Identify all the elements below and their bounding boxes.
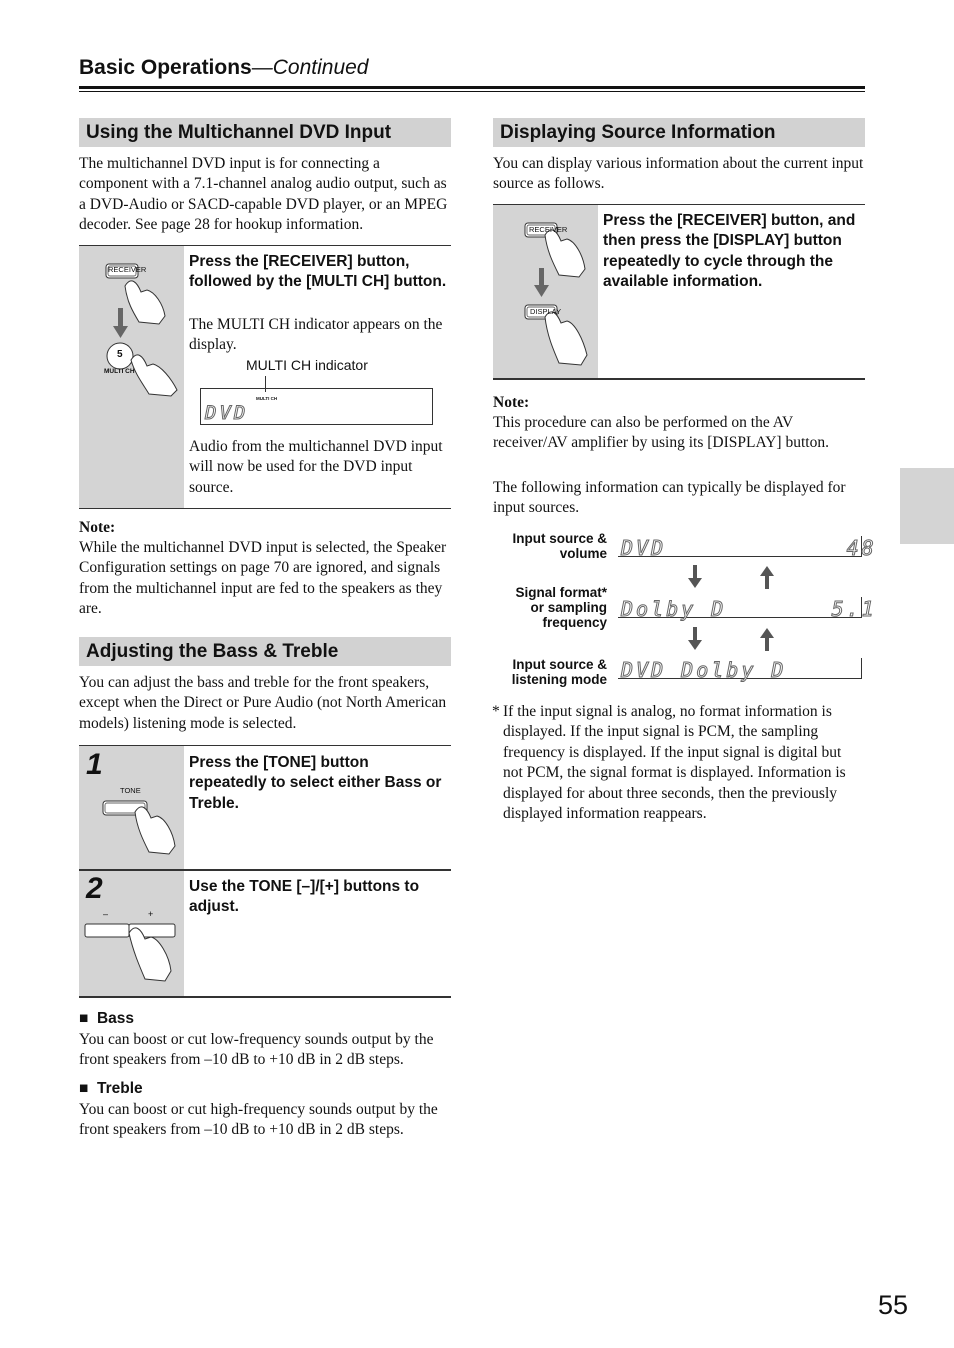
lcd-multich-indicator: MULTI CH: [256, 396, 278, 401]
row2-label-line2: or sampling: [530, 600, 607, 615]
step1-number: 1: [86, 748, 103, 781]
divider: [79, 508, 451, 509]
divider: [493, 378, 865, 380]
plus-label: +: [148, 909, 154, 919]
row2-label-line3: frequency: [542, 615, 607, 630]
row1-lcd-text: DVD 48: [621, 536, 877, 560]
row1-label-line2: volume: [559, 546, 607, 561]
header-rule: [79, 86, 865, 89]
bass-title: Bass: [96, 1010, 135, 1027]
section-title-multich: Using the Multichannel DVD Input: [79, 118, 451, 147]
footnote-text: If the input signal is analog, no format information is displayed. If the input signal is PCM, the sampling frequency is displayed. If the input signal is digital but not PCM, the signal format is displayed. Information is displayed for about three seconds, then the previously displayed information reappears.: [503, 703, 846, 823]
tone-label: TONE: [120, 786, 141, 795]
multich-button-label: MULTI CH: [104, 368, 135, 375]
multich-step-instruction: Press the [RECEIVER] button, followed by the [MULTI CH] button.: [189, 253, 447, 291]
row2-label-line1: Signal format*: [515, 585, 607, 600]
source-info-following: The following information can typically be displayed for input sources.: [493, 479, 846, 517]
treble-heading: ■ Treble: [79, 1080, 143, 1097]
row3-label-line1: Input source &: [512, 657, 607, 672]
treble-title: Treble: [96, 1080, 143, 1097]
multich-after-text: Audio from the multichannel DVD input will now be used for the DVD input source.: [189, 438, 443, 496]
step1-instruction: Press the [TONE] button repeatedly to select either Bass or Treble.: [189, 754, 442, 812]
header-continued: —Continued: [251, 56, 369, 79]
button-5-label: 5: [117, 349, 123, 360]
footnote-mark: *: [492, 703, 500, 720]
row3-label: [493, 657, 607, 687]
source-info-note-text: This procedure can also be performed on the AV receiver/AV amplifier by using its [DISPLAY] button.: [493, 414, 829, 452]
side-tab: [900, 468, 954, 544]
down-arrow-icon: [688, 578, 702, 588]
row1-label: [493, 531, 607, 561]
receiver-button-label: RECEIVER: [108, 265, 147, 274]
source-info-intro: You can display various information about the current input source as follows.: [493, 155, 864, 193]
step2-number: 2: [86, 872, 103, 905]
bass-heading: ■ Bass: [79, 1010, 135, 1027]
row2-lcd-text: Dolby D 5.1: [621, 597, 877, 621]
header-title: Basic Operations: [79, 56, 252, 79]
up-arrow-shaft: [765, 575, 769, 589]
row3-lcd-text: DVD Dolby D: [621, 658, 787, 682]
minus-label: –: [103, 909, 109, 919]
row3-label-line2: listening mode: [511, 672, 607, 687]
divider: [79, 996, 451, 998]
bass-treble-intro: You can adjust the bass and treble for the front speakers, except when the Direct or Pure Audio (not North American models) listening mode is selected.: [79, 674, 447, 732]
receiver-multich-illustration: [79, 246, 184, 508]
down-arrow-shaft: [693, 627, 697, 641]
multich-note-text: While the multichannel DVD input is selected, the Speaker Configuration settings on page 70 are ignored, and signals from the multichannel input are fed to the speakers as they are.: [79, 539, 447, 618]
display-button-label: DISPLAY: [530, 307, 562, 316]
row2-label: [493, 585, 607, 630]
down-arrow-icon: [688, 640, 702, 650]
section-title-source-info: Displaying Source Information: [493, 118, 865, 147]
row3-lcd: [618, 658, 862, 682]
receiver-button-label-2: RECEIVER: [529, 225, 568, 234]
illustration-panel: [79, 246, 184, 508]
page-header: [79, 56, 368, 80]
lcd-display: [200, 388, 433, 425]
row1-lcd: [618, 536, 877, 560]
source-info-step-instruction: Press the [RECEIVER] button, and then press the [DISPLAY] button repeatedly to cycle through the available information.: [603, 212, 856, 291]
source-info-note-title: Note:: [493, 394, 530, 411]
lcd-text: DVD: [205, 402, 249, 424]
treble-text: You can boost or cut high-frequency sounds output by the front speakers from –10 dB to +10 dB in 2 dB steps.: [79, 1101, 438, 1139]
row1-label-line1: Input source &: [512, 531, 607, 546]
step2-instruction: Use the TONE [–]/[+] buttons to adjust.: [189, 878, 420, 916]
multich-step-text: The MULTI CH indicator appears on the display.: [189, 316, 443, 354]
page-number: 55: [878, 1290, 909, 1320]
row2-lcd: [618, 597, 877, 621]
multich-note-title: Note:: [79, 519, 116, 536]
section-title-bass-treble: Adjusting the Bass & Treble: [79, 637, 451, 666]
down-arrow-shaft: [693, 565, 697, 579]
header-rule-thin: [79, 91, 865, 92]
up-arrow-shaft: [765, 637, 769, 651]
multich-indicator-label: MULTI CH indicator: [246, 357, 368, 373]
multich-intro: The multichannel DVD input is for connecting a component with a 7.1-channel analog audio output, such as a DVD-Audio or SACD-capable DVD player, or an MPEG decoder. See page 28 for hookup information.: [79, 155, 448, 234]
bass-text: You can boost or cut low-frequency sounds output by the front speakers from –10 dB to +10 dB in 2 dB steps.: [79, 1031, 434, 1069]
